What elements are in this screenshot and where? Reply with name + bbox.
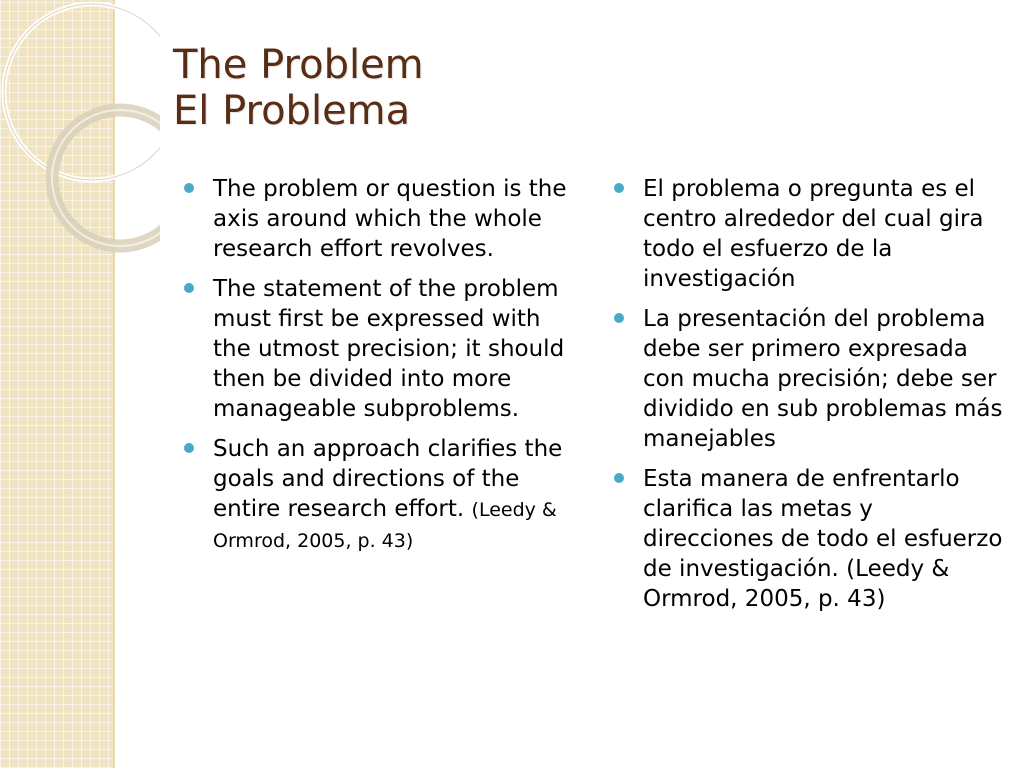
slide-title (173, 42, 424, 134)
bullet-dot-icon (184, 283, 194, 293)
bullet-dot-icon (614, 313, 624, 323)
bullet-text: El problema o pregunta es el centro alrededor del cual gira todo el esfuerzo de la investigación (643, 176, 984, 292)
bullet-dot-icon (184, 183, 194, 193)
citation: (Leedy & Ormrod, 2005, p. 43) (213, 499, 557, 552)
bullet-text: La presentación del problema debe ser primero expresada con mucha precisión; debe ser dividido en sub problemas más manejables (643, 306, 1003, 452)
bullet-text: The statement of the problem must first be expressed with the utmost precision; it should then be divided into more manageable subproblems. (213, 276, 565, 422)
bullet-dot-icon (614, 183, 624, 193)
bullet-item (184, 174, 569, 264)
title-english: The Problem (173, 42, 424, 88)
english-bullet-list (184, 174, 569, 556)
bullet-dot-icon (614, 473, 624, 483)
bullet-item (614, 304, 1004, 454)
spanish-column (614, 174, 1004, 624)
bullet-text: Esta manera de enfrentarlo clarifica las metas y direcciones de todo el esfuerzo de investigación. (Leedy & Ormrod, 2005, p. 43) (643, 466, 1003, 612)
bullet-item (614, 464, 1004, 614)
spanish-bullet-list (614, 174, 1004, 614)
title-spanish: El Problema (173, 88, 411, 134)
bullet-text: Such an approach clarifies the goals and directions of the entire research effort. (213, 436, 563, 522)
bullet-item (184, 434, 569, 556)
decorative-sidebar (0, 0, 115, 768)
bullet-item (184, 274, 569, 424)
english-column (184, 174, 569, 566)
bullet-item (614, 174, 1004, 294)
bullet-text: The problem or question is the axis around which the whole research effort revolves. (213, 176, 567, 262)
bullet-dot-icon (184, 443, 194, 453)
